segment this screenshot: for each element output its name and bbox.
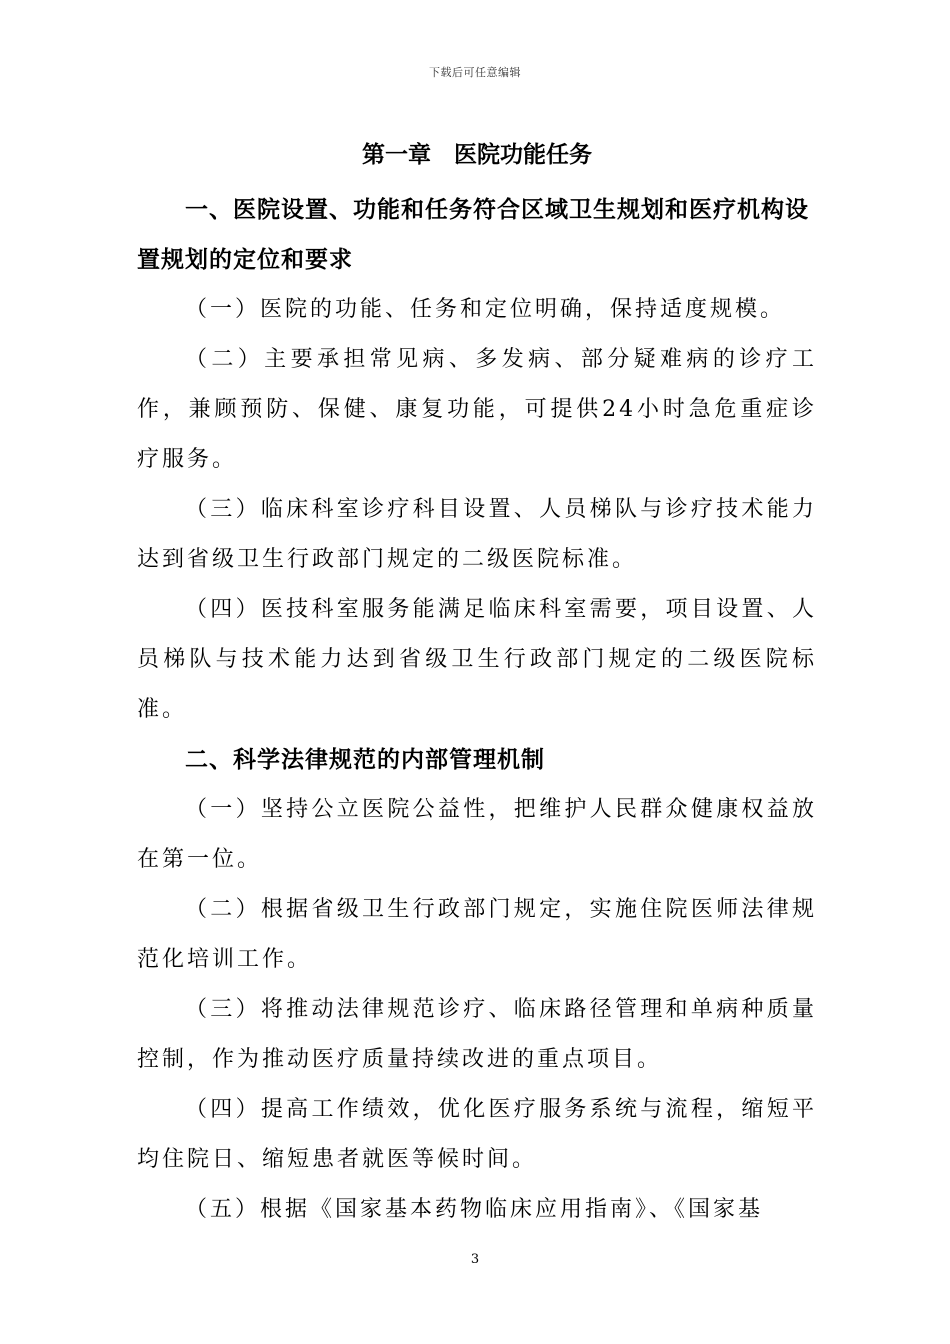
page-number: 3 — [470, 1252, 480, 1267]
paragraph: （一）医院的功能、任务和定位明确，保持适度规模。 — [185, 297, 786, 322]
paragraph: （二）主要承担常见病、多发病、部分疑难病的诊疗工作，兼顾预防、保健、康复功能，可提供24小时急危重症诊疗服务。 — [137, 347, 817, 472]
section-1 — [137, 185, 817, 735]
paragraph: （一）坚持公立医院公益性，把维护人民群众健康权益放在第一位。 — [137, 797, 817, 872]
paragraph: （四）提高工作绩效，优化医疗服务系统与流程，缩短平均住院日、缩短患者就医等候时间。 — [137, 1097, 817, 1172]
paragraph: （三）临床科室诊疗科目设置、人员梯队与诊疗技术能力达到省级卫生行政部门规定的二级医院标准。 — [137, 497, 817, 572]
paragraph: （二）根据省级卫生行政部门规定，实施住院医师法律规范化培训工作。 — [137, 897, 817, 972]
header-note: 下载后可任意编辑 — [429, 66, 521, 79]
paragraph: （三）将推动法律规范诊疗、临床路径管理和单病种质量控制，作为推动医疗质量持续改进的重点项目。 — [137, 997, 817, 1072]
section-heading: 一、医院设置、功能和任务符合区域卫生规划和医疗机构设置规划的定位和要求 — [137, 197, 809, 273]
paragraph: （四）医技科室服务能满足临床科室需要，项目设置、人员梯队与技术能力达到省级卫生行政部门规定的二级医院标准。 — [137, 597, 817, 722]
document-body — [137, 137, 817, 1235]
section-heading: 二、科学法律规范的内部管理机制 — [185, 747, 545, 773]
section-2 — [137, 735, 817, 1235]
paragraph: （五）根据《国家基本药物临床应用指南》、《国家基 — [185, 1197, 764, 1222]
chapter-title: 第一章 医院功能任务 — [362, 142, 592, 168]
